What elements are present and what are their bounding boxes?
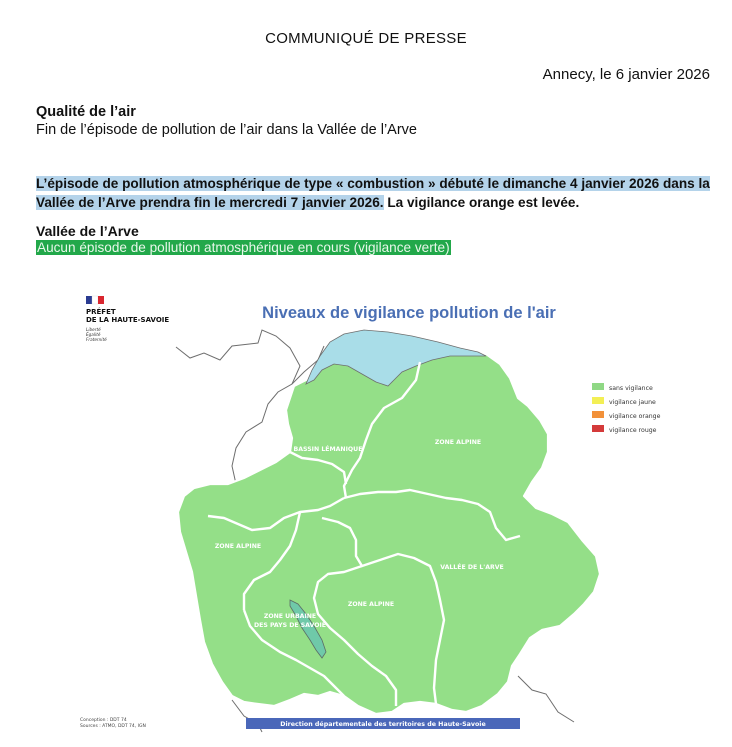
motto-3: Fraternité — [86, 337, 107, 342]
department-shape — [178, 342, 600, 714]
lead-highlighted: L’épisode de pollution atmosphérique de type « combustion » débuté le dimanche 4 janvier 2026 dans la Vallée de l’Arve prendra fin le mercredi 7 janvier 2026. — [36, 176, 710, 210]
map-title: Niveaux de vigilance pollution de l'air — [262, 304, 556, 322]
legend-label-red: vigilance rouge — [609, 427, 657, 434]
label-bassin: BASSIN LÉMANIQUE — [293, 446, 363, 453]
subject-text: Fin de l’épisode de pollution de l’air dans la Vallée de l’Arve — [36, 122, 417, 138]
flag-white — [92, 296, 98, 304]
legend-label-orange: vigilance orange — [609, 413, 661, 420]
prefecture-logo — [86, 296, 169, 342]
label-urbaine-2: DES PAYS DE SAVOIE — [253, 622, 327, 629]
subject-label: Qualité de l’air — [36, 104, 136, 120]
lead-tail: La vigilance orange est levée. — [383, 195, 580, 210]
flag-blue — [86, 296, 92, 304]
legend-swatch-orange — [592, 411, 604, 418]
legend-label-green: sans vigilance — [609, 385, 653, 392]
legend-swatch-green — [592, 383, 604, 390]
footer-bar-text: Direction départementale des territoires de Haute-Savoie — [280, 721, 486, 728]
header-title: COMMUNIQUÉ DE PRESSE — [265, 30, 467, 47]
boundary-east — [518, 676, 574, 722]
credit-line-1: Conception : DDT 74 — [80, 718, 127, 723]
motto-1: Liberté — [86, 327, 101, 332]
label-urbaine-1: ZONE URBAINE — [263, 613, 317, 620]
label-arve: VALLÉE DE L'ARVE — [440, 564, 504, 571]
label-alpine-w: ZONE ALPINE — [214, 543, 262, 550]
lead-paragraph — [36, 174, 716, 212]
label-alpine-s: ZONE ALPINE — [347, 601, 395, 608]
legend-swatch-red — [592, 425, 604, 432]
legend-swatch-yellow — [592, 397, 604, 404]
vigilance-map — [0, 286, 732, 747]
credit-line-2: Sources : ATMO, DDT 74, IGN — [80, 724, 146, 729]
flag-red — [98, 296, 104, 304]
legend — [592, 383, 661, 434]
status-text: Aucun épisode de pollution atmosphérique en cours (vigilance verte) — [37, 240, 450, 255]
label-alpine-ne: ZONE ALPINE — [434, 439, 482, 446]
motto-2: Égalité — [86, 332, 101, 337]
section-label: Vallée de l’Arve — [36, 223, 139, 239]
legend-label-yellow: vigilance jaune — [609, 399, 656, 406]
date-line: Annecy, le 6 janvier 2026 — [542, 66, 710, 83]
prefect-line2: DE LA HAUTE-SAVOIE — [86, 316, 170, 324]
prefect-line1: PRÉFET — [86, 308, 116, 316]
